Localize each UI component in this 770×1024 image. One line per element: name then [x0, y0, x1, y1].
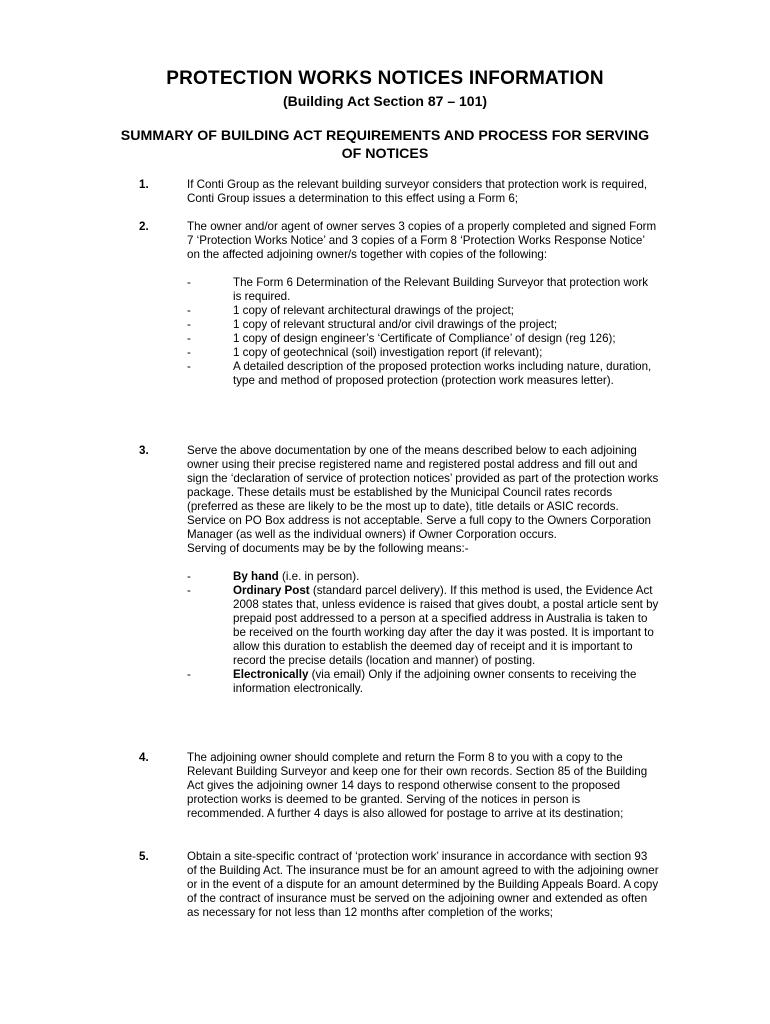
bullet-item: - Electronically (via email) Only if the adjoining owner consents to receiving the information electronically.	[187, 668, 637, 695]
item-text: The adjoining owner should complete and return the Form 8 to you with a copy to the Relevant Building Surveyor and keep one for their own records. Section 85 of the Building Act gives the adjoining owner 14 days to respond otherwise consent to the proposed protection works is deemed to be granted. Serving of the notices in person is recommended. A further 4 days is also allowed for postage to arrive at its destination;	[187, 751, 648, 820]
bullet-item: - 1 copy of relevant architectural drawings of the project;	[187, 304, 514, 317]
item-text: The owner and/or agent of owner serves 3 copies of a properly completed and signed Form 7 ‘Protection Works Notice’ and 3 copies of a Form 8 ‘Protection Works Response Notice’ on the affected adjoining owner/s together with copies of the following:	[187, 220, 657, 261]
list-item-1	[139, 178, 659, 206]
attachment-list	[187, 276, 659, 388]
means-label: Electronically	[233, 668, 309, 681]
item-text: If Conti Group as the relevant building surveyor considers that protection work is required, Conti Group issues a determination to this effect using a Form 6;	[187, 178, 648, 205]
means-label: Ordinary Post	[233, 584, 310, 597]
page-title: PROTECTION WORKS NOTICES INFORMATION	[166, 68, 604, 89]
means-label: By hand	[233, 570, 279, 583]
section-heading: SUMMARY OF BUILDING ACT REQUIREMENTS AND PROCESS FOR SERVING OF NOTICES	[120, 128, 650, 162]
list-item-4	[139, 751, 659, 821]
bullet-item: - A detailed description of the proposed protection works including nature, duration, type and method of proposed protection (protection work measures letter).	[187, 360, 652, 387]
bullet-item: - 1 copy of geotechnical (soil) investigation report (if relevant);	[187, 346, 543, 359]
item-number: 1.	[139, 178, 149, 191]
bullet-item: - By hand (i.e. in person).	[187, 570, 360, 583]
page-subtitle: (Building Act Section 87 – 101)	[282, 93, 488, 109]
item-number: 2.	[139, 220, 149, 233]
bullet-item: - Ordinary Post (standard parcel delivery). If this method is used, the Evidence Act 2008 states that, unless evidence is raised that gives doubt, a postal article sent by prepaid post addressed to a person at a specified address in Australia is taken to be received on the fourth working day after the day it was posted. It is important to allow this duration to establish the deemed day of receipt and it is important to record the precise details (location and manner) of posting.	[187, 584, 659, 667]
item-number: 5.	[139, 850, 149, 863]
bullet-item: - 1 copy of design engineer’s ‘Certificate of Compliance’ of design (reg 126);	[187, 332, 616, 345]
item-number: 3.	[139, 444, 149, 457]
list-item-2	[139, 220, 659, 388]
item-text-secondary: Serving of documents may be by the following means:-	[187, 542, 469, 555]
item-text: Serve the above documentation by one of the means described below to each adjoining owner using their precise registered name and registered postal address and fill out and sign the ‘declaration of service of protection notices’ provided as part of the protection works package. These details must be established by the Municipal Council rates records (preferred as these are likely to be the most up to date), title details or ASIC records. Service on PO Box address is not acceptable. Serve a full copy to the Owners Corporation Manager (as well as the individual owners) if Owner Corporation occurs.	[187, 444, 659, 541]
list-item-5	[139, 850, 659, 920]
item-number: 4.	[139, 751, 149, 764]
service-means-list	[187, 570, 659, 696]
list-item-3	[139, 444, 659, 696]
item-text: Obtain a site-specific contract of ‘protection work’ insurance in accordance with section 93 of the Building Act. The insurance must be for an amount agreed to with the adjoining owner or in the event of a dispute for an amount determined by the Building Appeals Board. A copy of the contract of insurance must be served on the adjoining owner and extended as often as necessary for not less than 12 months after completion of the works;	[187, 850, 659, 919]
bullet-item: - 1 copy of relevant structural and/or civil drawings of the project;	[187, 318, 558, 331]
bullet-item: - The Form 6 Determination of the Relevant Building Surveyor that protection work is required.	[187, 276, 648, 303]
